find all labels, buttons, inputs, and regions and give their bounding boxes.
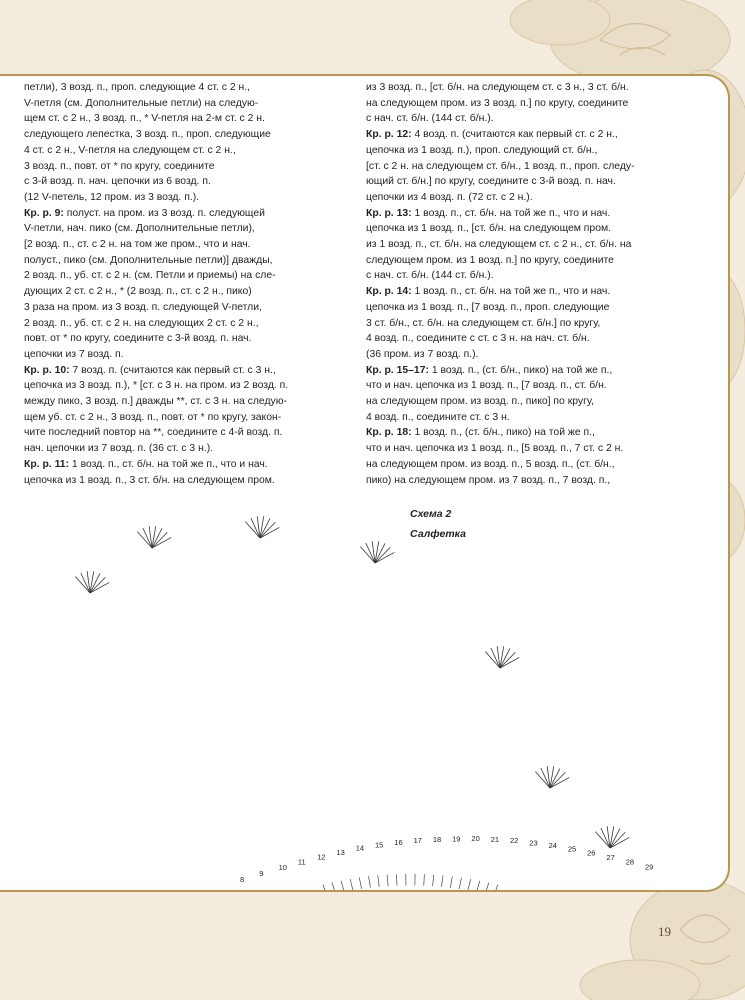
paragraph: Кр. р. 10: 7 возд. п. (считаются как первый ст. с 3 н., цепочка из 3 возд. п.), * [ст. с 3 н. на пром. из 2 возд. п. между пико, 3 возд. п.] дважды **, ст. с 3 н. на следую- щем уб. ст. с 2 н., 3 возд. п., повт. от * по кругу, закон- чите последний повтор на **, соедините с 4-й возд. п. нач. цепочки из 7 возд. п. (36 ст. с 3 н.).: [24, 364, 289, 455]
paragraph: из 3 возд. п., [ст. б/н. на следующем ст. с 3 н., 3 ст. б/н. на следующем пром. из 3 возд. п.] по кругу, соедините с нач. ст. б/н. (144 ст. б/н.).: [366, 82, 629, 125]
stitch-mark: [459, 878, 461, 889]
stitch-mark: [424, 874, 425, 885]
stitch-mark: [433, 875, 434, 886]
stitch-mark: [378, 875, 380, 886]
stitch-mark: [468, 879, 471, 890]
paragraph: Кр. р. 18: 1 возд. п., (ст. б/н., пико) на той же п., что и нач. цепочка из 1 возд. п., [5 возд. п., 7 ст. с 2 н. на следующем пром. из возд. п., 5 возд. п., (ст. б/н., пико) на следующем пром. из 7 возд. п., 7 возд. п.,: [366, 427, 624, 486]
row-number: 23: [529, 838, 538, 848]
row-number: 24: [548, 841, 557, 851]
crochet-diagram: [30, 500, 670, 890]
stitch-mark: [396, 874, 397, 885]
row-number: 13: [336, 847, 345, 857]
stitch-mark: [359, 878, 361, 889]
row-number: 12: [317, 852, 326, 862]
stitch-mark: [477, 881, 480, 890]
stitch-mark: [485, 883, 489, 890]
row-number: 10: [278, 863, 287, 873]
stitch-mark: [441, 875, 443, 886]
paragraph: Кр. р. 12: 4 возд. п. (считаются как первый ст. с 2 н., цепочка из 1 возд. п.), проп. следующий ст. б/н., [ст. с 2 н. на следующем ст. б/н., 1 возд. п., проп. следу- ющий ст. б/н.] по кругу, соедините с 3-й возд. п. нач. цепочки из 4 возд. п. (72 ст. с 2 н.).: [366, 129, 635, 203]
row-number: 27: [606, 853, 615, 863]
row-label: Кр. р. 9:: [24, 207, 64, 219]
row-number: 19: [452, 834, 461, 844]
row-label: Кр. р. 10:: [24, 364, 70, 376]
schema-number: Схема 2: [410, 508, 452, 520]
stitch-mark: [450, 876, 452, 887]
paragraph: Кр. р. 11: 1 возд. п., ст. б/н. на той же п., что и нач. цепочка из 1 возд. п., 3 ст. б/н. на следующем пром.: [24, 458, 275, 486]
row-number: 28: [625, 857, 635, 867]
paragraph: Кр. р. 14: 1 возд. п., ст. б/н. на той же п., что и нач. цепочка из 1 возд. п., [7 возд. п., проп. следующие 3 ст. б/н., ст. б/н. на следующем ст. б/н.] по кругу, 4 возд. п., соедините с ст. с 3 н. на нач. ст. б/н. (36 пром. из 7 возд. п.).: [366, 286, 611, 360]
row-number: 29: [645, 862, 654, 872]
paragraph: Кр. р. 9: полуст. на пром. из 3 возд. п. следующей V-петли, нач. пико (см. Дополнительные петли), [2 возд. п., ст. с 2 н. на том же пром., что и нач. полуст., пико (см. Дополнительные петли)] дважды, 2 возд. п., уб. ст. с 2 н. (см. Петли и приемы) на сле- дующих 2 ст. с 2 н., * (2 возд. п., ст. с 2 н., пико) 3 раза на пром. из 3 возд. п. следующей V-петли, 2 возд. п., уб. ст. с 2 н. на следующих 2 ст. с 2 н., повт. от * по кругу, соедините с 3-й возд. п. нач. цепочки из 7 возд. п.: [24, 207, 276, 360]
row-number: 15: [375, 840, 384, 850]
row-number: 9: [259, 869, 264, 879]
row-number: 16: [394, 837, 403, 847]
schema-title: Салфетка: [410, 528, 466, 540]
row-label: Кр. р. 12:: [366, 129, 412, 141]
stitch-mark: [350, 879, 353, 890]
row-label: Кр. р. 13:: [366, 207, 412, 219]
stitch-mark: [323, 885, 327, 890]
row-number: 18: [432, 835, 442, 845]
row-number: 14: [355, 843, 365, 853]
row-number: 26: [587, 848, 596, 858]
row-number: 20: [471, 834, 480, 844]
stitch-mark: [369, 876, 371, 887]
text-column-left: [24, 80, 326, 488]
row-label: Кр. р. 14:: [366, 286, 412, 298]
row-label: Кр. р. 18:: [366, 427, 412, 439]
row-number: 25: [567, 844, 577, 854]
row-number: 22: [510, 836, 519, 846]
row-number: 8: [240, 875, 245, 884]
paragraph: Кр. р. 13: 1 возд. п., ст. б/н. на той же п., что и нач. цепочка из 1 возд. п., [ст. б/н. на следующем пром. из 1 возд. п., ст. б/н. на следующем ст. с 2 н., ст. б/н. на следующем пром. из 1 возд. п.] по кругу, соедините с нач. ст. б/н. (144 ст. б/н.).: [366, 207, 632, 282]
stitch-mark: [387, 875, 388, 886]
paragraph: петли), 3 возд. п., проп. следующие 4 ст. с 2 н., V-петля (см. Дополнительные петли) на следую- щем ст. с 2 н., 3 возд. п., * V-петля на 2-м ст. с 2 н. следующего лепестка, 3 возд. п., проп. следующие 4 ст. с 2 н., V-петля на следующем ст. с 2 н., 3 возд. п., повт. от * по кругу, соедините с 3-й возд. п. нач. цепочки из 6 возд. п. (12 V-петель, 12 пром. из 3 возд. п.).: [24, 82, 271, 203]
row-number: 21: [490, 834, 500, 844]
page-number: 19: [658, 924, 671, 939]
paragraph: Кр. р. 15–17: 1 возд. п., (ст. б/н., пико) на той же п., что и нач. цепочка из 1 возд. п., [7 возд. п., ст. б/н. на следующем пром. из возд. п., пико] по кругу, 4 возд. п., соедините ст. с 3 н.: [366, 364, 613, 423]
row-label: Кр. р. 15–17:: [366, 364, 429, 376]
stitch-mark: [341, 881, 344, 890]
row-label: Кр. р. 11:: [24, 458, 70, 470]
row-number: 11: [297, 857, 306, 867]
row-number: 17: [413, 836, 422, 846]
text-column-right: [366, 80, 668, 488]
stitch-mark: [332, 882, 336, 890]
stitch-mark: [494, 885, 498, 890]
